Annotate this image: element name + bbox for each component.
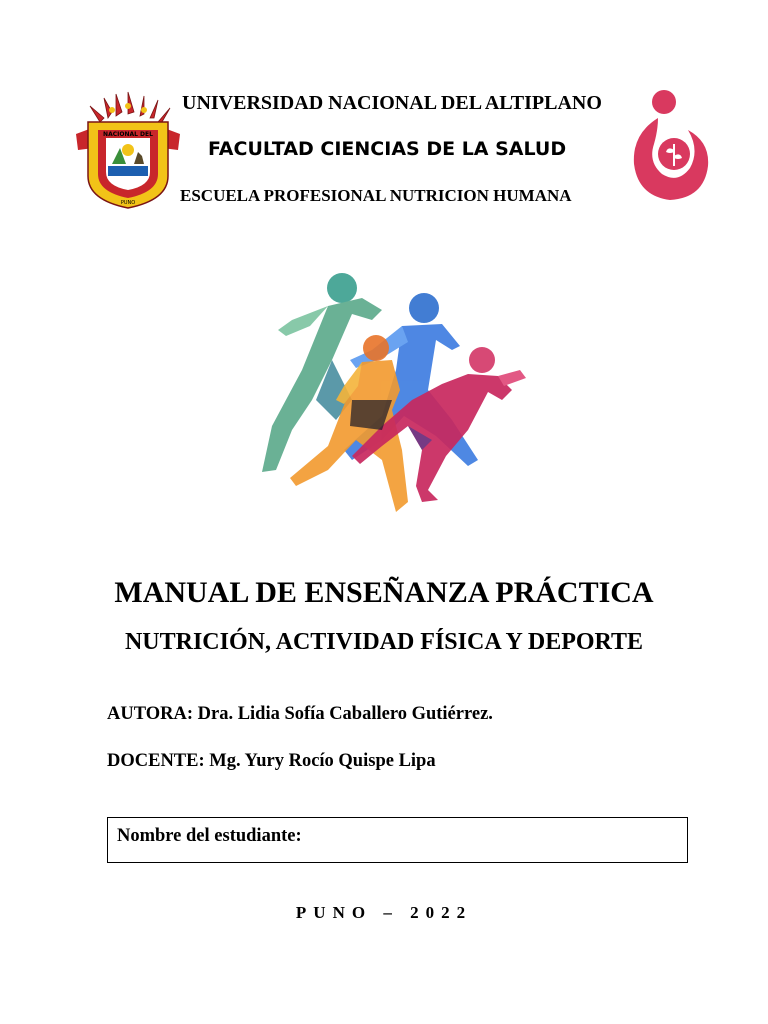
student-name-label: Nombre del estudiante:: [117, 826, 302, 846]
faculty-name: FACULTAD CIENCIAS DE LA SALUD: [208, 138, 567, 160]
university-name: UNIVERSIDAD NACIONAL DEL ALTIPLANO: [182, 92, 602, 114]
crest-text-top: NACIONAL DEL: [103, 131, 153, 138]
university-crest-icon: [72, 88, 184, 210]
teacher-line: DOCENTE: Mg. Yury Rocío Quispe Lipa: [107, 751, 436, 771]
school-name: ESCUELA PROFESIONAL NUTRICION HUMANA: [180, 186, 572, 205]
manual-subtitle: NUTRICIÓN, ACTIVIDAD FÍSICA Y DEPORTE: [124, 629, 644, 655]
mother-child-nutrition-logo-icon: [628, 88, 710, 206]
crest-text-bottom: PUNO: [120, 200, 136, 206]
author-line: AUTORA: Dra. Lidia Sofía Caballero Gutiérrez.: [107, 704, 493, 724]
colorful-runners-illustration: [232, 250, 532, 542]
manual-title: MANUAL DE ENSEÑANZA PRÁCTICA: [114, 576, 654, 609]
place-year-footer: PUNO – 2022: [295, 903, 473, 922]
